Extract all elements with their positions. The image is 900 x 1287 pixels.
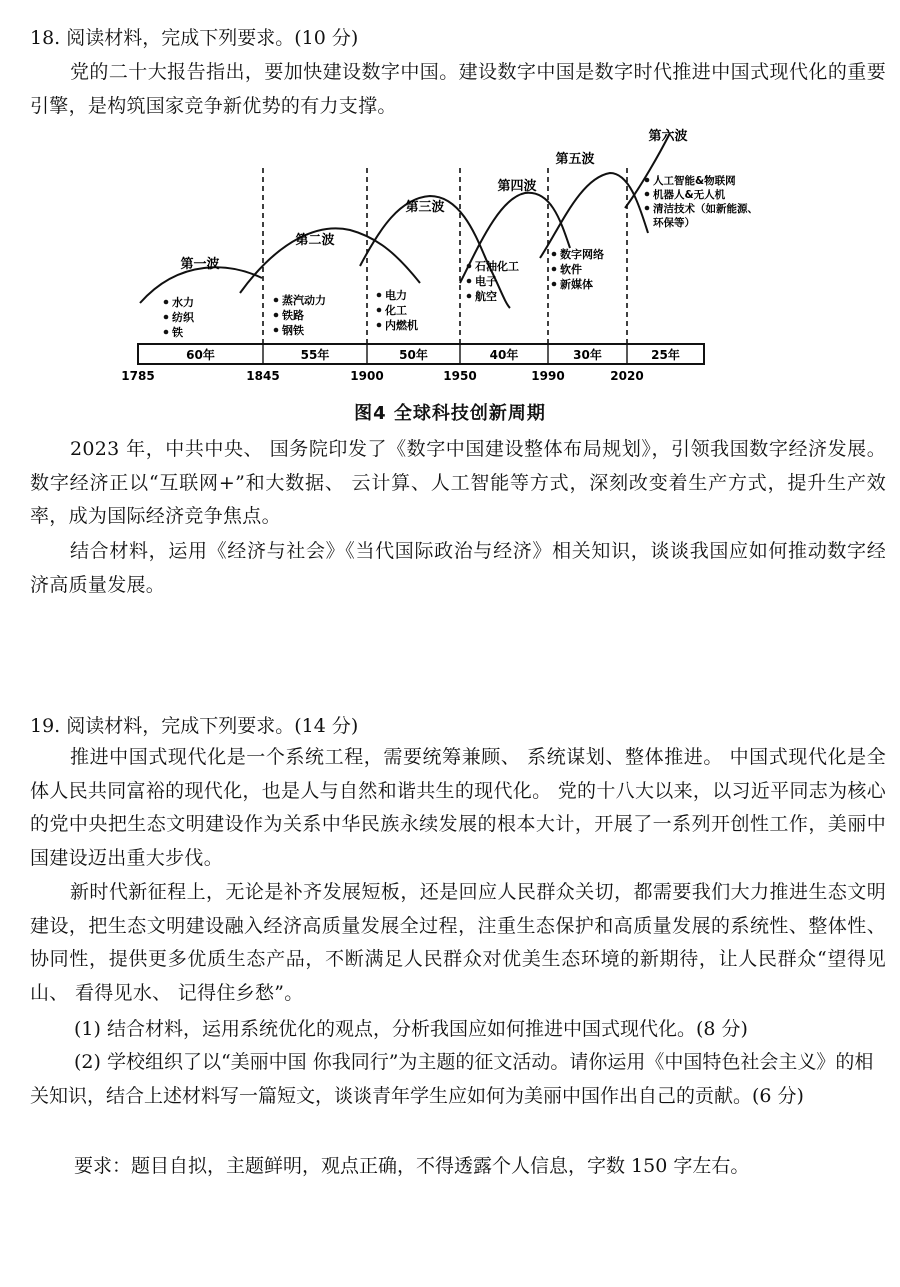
question-19-paragraph-2: 新时代新征程上，无论是补齐发展短板，还是回应人民群众关切，都需要我们大力推进生态文明建设，把生态文明建设融入经济高质量发展全过程，注重生态保护和高质量发展的系统性、整体性、 协同性，提供更多优质生态产品，不断满足人民群众对优美生态环境的新期待，让人民群众“望得见山、 看得见水、 记得住乡愁”。 bbox=[30, 881, 886, 1004]
bullet-w3-3 bbox=[377, 323, 382, 328]
wave-item-w2-3: 钢铁 bbox=[282, 324, 304, 337]
bullet-w4-3 bbox=[467, 294, 472, 299]
bullet-w3-1 bbox=[377, 293, 382, 298]
bullet-w6-2 bbox=[645, 192, 650, 197]
duration-label-4: 40年 bbox=[489, 348, 519, 362]
wave-items bbox=[164, 174, 758, 339]
bullet-w4-2 bbox=[467, 279, 472, 284]
wave-item-w4-2: 电子 bbox=[475, 275, 497, 288]
wave-item-w3-3: 内燃机 bbox=[385, 319, 418, 332]
wave-label-6: 第六波 bbox=[648, 129, 688, 144]
question-19-part-1: (1) 结合材料，运用系统优化的观点，分析我国应如何推进中国式现代化。(8 分) bbox=[74, 1018, 748, 1040]
year-tick-1785: 1785 bbox=[121, 369, 155, 383]
year-tick-1950: 1950 bbox=[443, 369, 477, 383]
wave-item-w1-3: 铁 bbox=[172, 326, 183, 339]
bullet-w5-1 bbox=[552, 252, 557, 257]
question-19-paragraph-1: 推进中国式现代化是一个系统工程，需要统筹兼顾、 系统谋划、整体推进。 中国式现代化是全体人民共同富裕的现代化，也是人与自然和谐共生的现代化。 党的十八大以来，以习近平同志为核心的党中央把生态文明建设作为关系中华民族永续发展的根本大计，开展了一系列开创性工作，美丽中国建设迈出重大步伐。 bbox=[30, 746, 886, 869]
innovation-cycle-chart bbox=[120, 118, 758, 390]
figure-caption: 图4 全球科技创新周期 bbox=[354, 403, 546, 424]
question-18-paragraph-3: 结合材料，运用《经济与社会》《当代国际政治与经济》相关知识，谈谈我国应如何推动数字经济高质量发展。 bbox=[30, 540, 886, 596]
duration-label-1: 60年 bbox=[186, 348, 215, 362]
wave-item-w5-2: 软件 bbox=[560, 263, 582, 276]
wave-label-5: 第五波 bbox=[555, 152, 595, 167]
duration-label-3: 50年 bbox=[399, 348, 428, 362]
bullet-w5-2 bbox=[552, 267, 557, 272]
question-19-part-2: (2) 学校组织了以“美丽中国 你我同行”为主题的征文活动。请你运用《中国特色社会主义》的相关知识，结合上述材料写一篇短文，谈谈青年学生应如何为美丽中国作出自己的贡献。(6 分) bbox=[30, 1051, 874, 1107]
wave-item-w6-3: 清洁技术（如新能源、 bbox=[653, 203, 758, 215]
year-tick-labels bbox=[121, 369, 643, 383]
bullet-w2-1 bbox=[274, 298, 279, 303]
wave-item-w5-3: 新媒体 bbox=[560, 278, 593, 291]
year-tick-1900: 1900 bbox=[350, 369, 384, 383]
wave-item-w2-2: 铁路 bbox=[282, 309, 304, 322]
question-18-paragraph-1: 党的二十大报告指出，要加快建设数字中国。建设数字中国是数字时代推进中国式现代化的重要引擎，是构筑国家竞争新优势的有力支撑。 bbox=[30, 61, 886, 117]
question-19-heading: 19. 阅读材料，完成下列要求。(14 分) bbox=[30, 715, 359, 737]
bullet-w1-1 bbox=[164, 300, 169, 305]
bullet-w1-2 bbox=[164, 315, 169, 320]
wave-labels bbox=[180, 128, 687, 272]
wave-item-w2-1: 蒸汽动力 bbox=[282, 294, 326, 307]
wave-item-w1-2: 纺织 bbox=[172, 311, 194, 324]
year-tick-1990: 1990 bbox=[531, 369, 565, 383]
wave-label-4: 第四波 bbox=[497, 179, 537, 194]
duration-label-5: 30年 bbox=[573, 348, 602, 362]
wave-item-w6-4: 环保等） bbox=[653, 217, 695, 229]
wave-item-w3-1: 电力 bbox=[385, 289, 407, 302]
bullet-w6-3 bbox=[645, 206, 650, 211]
duration-label-2: 55年 bbox=[300, 348, 330, 362]
wave-curve-1 bbox=[140, 267, 262, 303]
wave-item-w6-1: 人工智能&物联网 bbox=[653, 175, 736, 187]
wave-item-w4-3: 航空 bbox=[475, 290, 497, 303]
wave-item-w6-2: 机器人&无人机 bbox=[653, 189, 726, 201]
question-18-heading: 18. 阅读材料，完成下列要求。(10 分) bbox=[30, 27, 359, 49]
bullet-w4-1 bbox=[467, 264, 472, 269]
wave-item-w5-1: 数字网络 bbox=[560, 248, 604, 261]
bullet-w2-3 bbox=[274, 328, 279, 333]
wave-label-1: 第一波 bbox=[180, 257, 220, 272]
bullet-w1-3 bbox=[164, 330, 169, 335]
bullet-w6-1 bbox=[645, 178, 650, 183]
bullet-w2-2 bbox=[274, 313, 279, 318]
wave-item-w3-2: 化工 bbox=[385, 304, 407, 317]
year-tick-2020: 2020 bbox=[610, 369, 644, 383]
wave-label-3: 第三波 bbox=[405, 200, 445, 215]
question-18-paragraph-2: 2023 年，中共中央、 国务院印发了《数字中国建设整体布局规划》，引领我国数字经济发展。 数字经济正以“互联网+”和大数据、 云计算、人工智能等方式，深刻改变着生产方式，提升生产效率，成为国际经济竞争焦点。 bbox=[30, 438, 886, 527]
question-19-requirement: 要求：题目自拟，主题鲜明，观点正确，不得透露个人信息，字数 150 字左右。 bbox=[74, 1155, 750, 1177]
wave-item-w4-1: 石油化工 bbox=[475, 260, 519, 273]
wave-item-w1-1: 水力 bbox=[172, 296, 194, 309]
year-tick-1845: 1845 bbox=[246, 369, 280, 383]
bullet-w3-2 bbox=[377, 308, 382, 313]
duration-labels bbox=[186, 344, 680, 364]
bullet-w5-3 bbox=[552, 282, 557, 287]
duration-label-6: 25年 bbox=[651, 348, 680, 362]
wave-label-2: 第二波 bbox=[295, 233, 335, 248]
